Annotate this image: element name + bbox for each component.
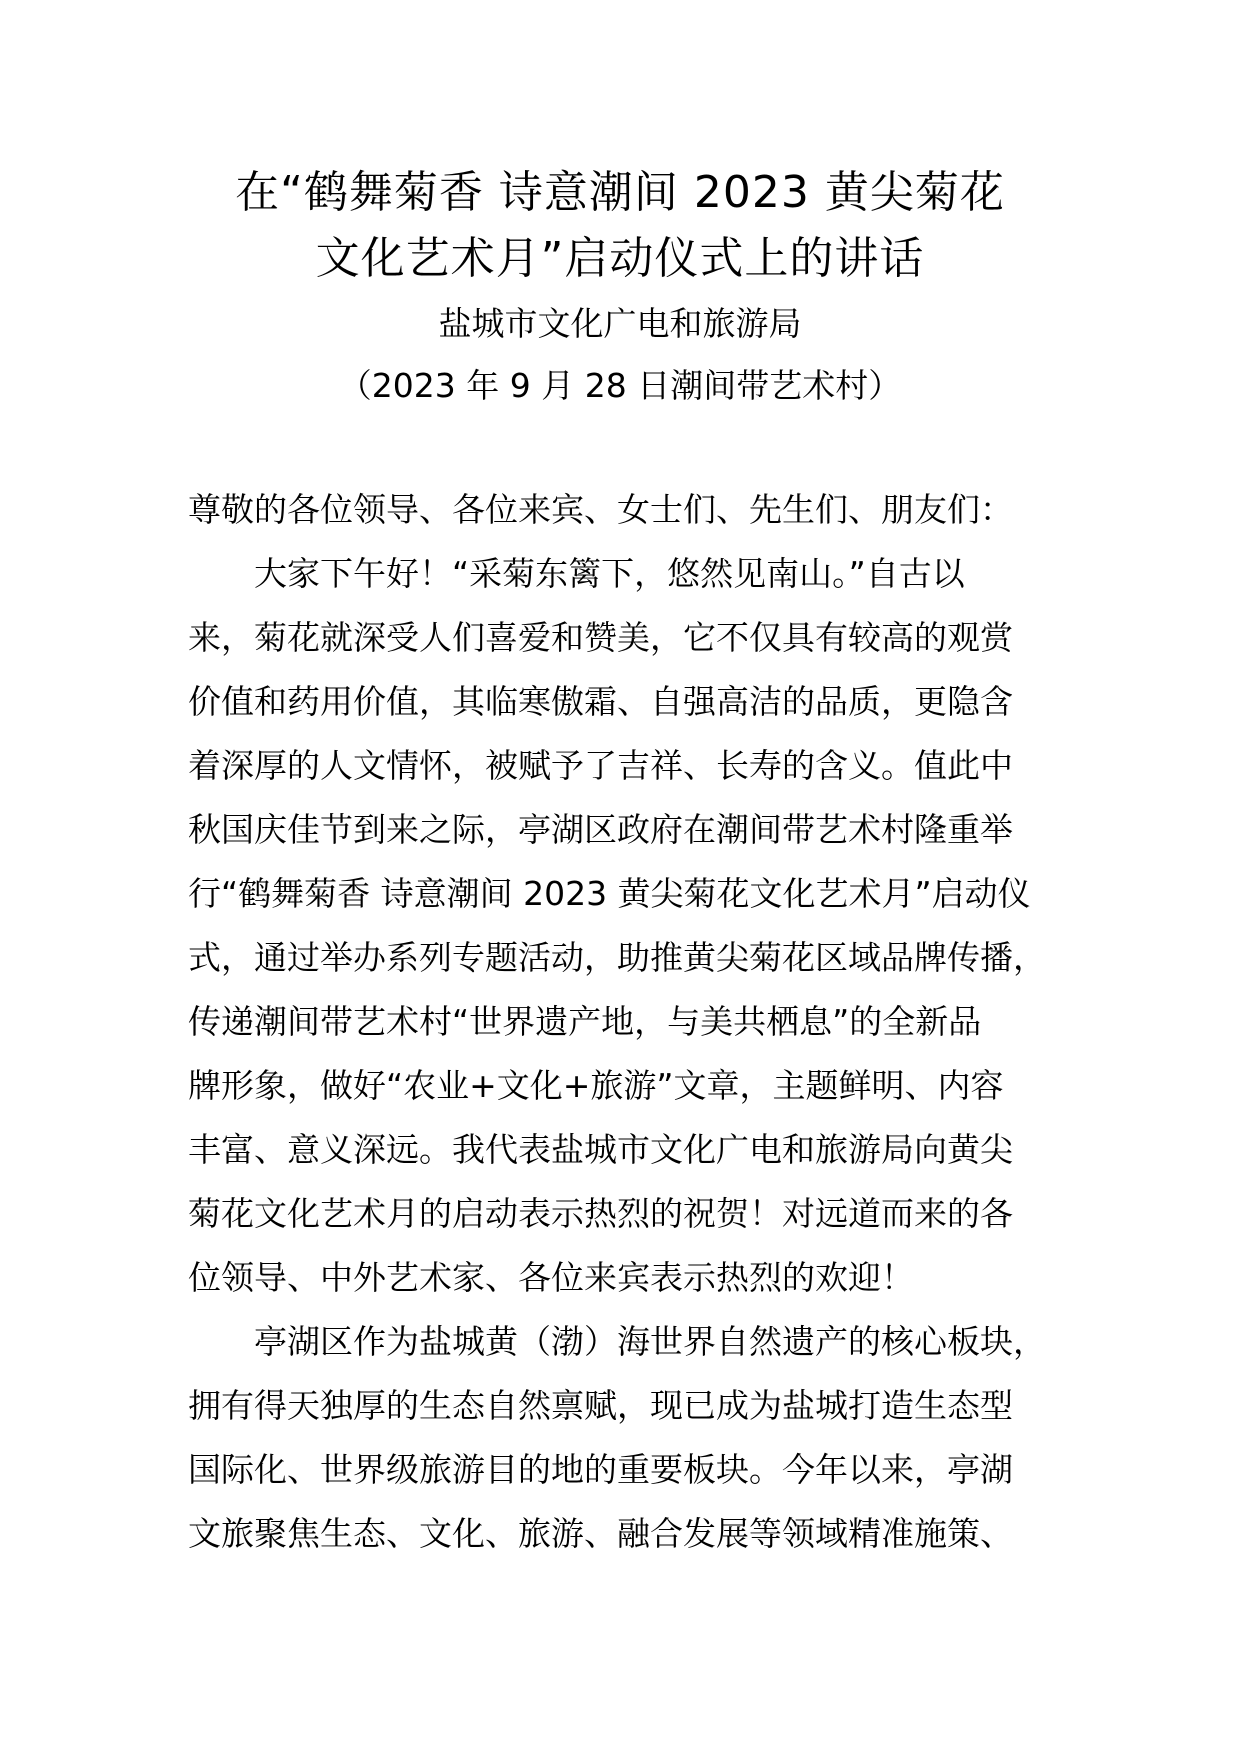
body-line: 传递潮间带艺术村“世界遗产地，与美共栖息”的全新品 [188, 1002, 982, 1041]
body-line: 行“鹤舞菊香 诗意潮间 2023 黄尖菊花文化艺术月”启动仪 [188, 874, 1031, 913]
body-line: 亭湖区作为盐城黄（渤）海世界自然遗产的核心板块， [254, 1322, 1046, 1361]
body-line: 大家下午好！“采菊东篱下，悠然见南山。”自古以 [254, 554, 965, 593]
body-line: 价值和药用价值，其临寒傲霜、自强高洁的品质，更隐含 [188, 682, 1013, 721]
body-line: 丰富、意义深远。我代表盐城市文化广电和旅游局向黄尖 [188, 1130, 1013, 1169]
body-line: 拥有得天独厚的生态自然禀赋，现已成为盐城打造生态型 [188, 1386, 1013, 1425]
speaker-organization: 盐城市文化广电和旅游局 [438, 304, 802, 343]
date-location: （2023 年 9 月 28 日潮间带艺术村） [338, 366, 902, 405]
body-line: 式，通过举办系列专题活动，助推黄尖菊花区域品牌传播， [188, 938, 1046, 977]
salutation: 尊敬的各位领导、各位来宾、女士们、先生们、朋友们： [188, 490, 1013, 529]
title-line-2: 文化艺术月”启动仪式上的讲话 [315, 233, 925, 284]
speech-title [0, 160, 1240, 292]
speech-body [188, 486, 1098, 1574]
body-line: 着深厚的人文情怀，被赋予了吉祥、长寿的含义。值此中 [188, 746, 1013, 785]
body-line: 国际化、世界级旅游目的地的重要板块。今年以来，亭湖 [188, 1450, 1013, 1489]
body-line: 位领导、中外艺术家、各位来宾表示热烈的欢迎！ [188, 1258, 914, 1297]
body-line: 秋国庆佳节到来之际，亭湖区政府在潮间带艺术村隆重举 [188, 810, 1013, 849]
body-line: 牌形象，做好“农业+文化+旅游”文章，主题鲜明、内容 [188, 1066, 1004, 1105]
body-line: 菊花文化艺术月的启动表示热烈的祝贺！对远道而来的各 [188, 1194, 1013, 1233]
title-line-1: 在“鹤舞菊香 诗意潮间 2023 黄尖菊花 [235, 167, 1005, 218]
body-line: 来，菊花就深受人们喜爱和赞美，它不仅具有较高的观赏 [188, 618, 1013, 657]
body-line: 文旅聚焦生态、文化、旅游、融合发展等领域精准施策、 [188, 1514, 1013, 1553]
